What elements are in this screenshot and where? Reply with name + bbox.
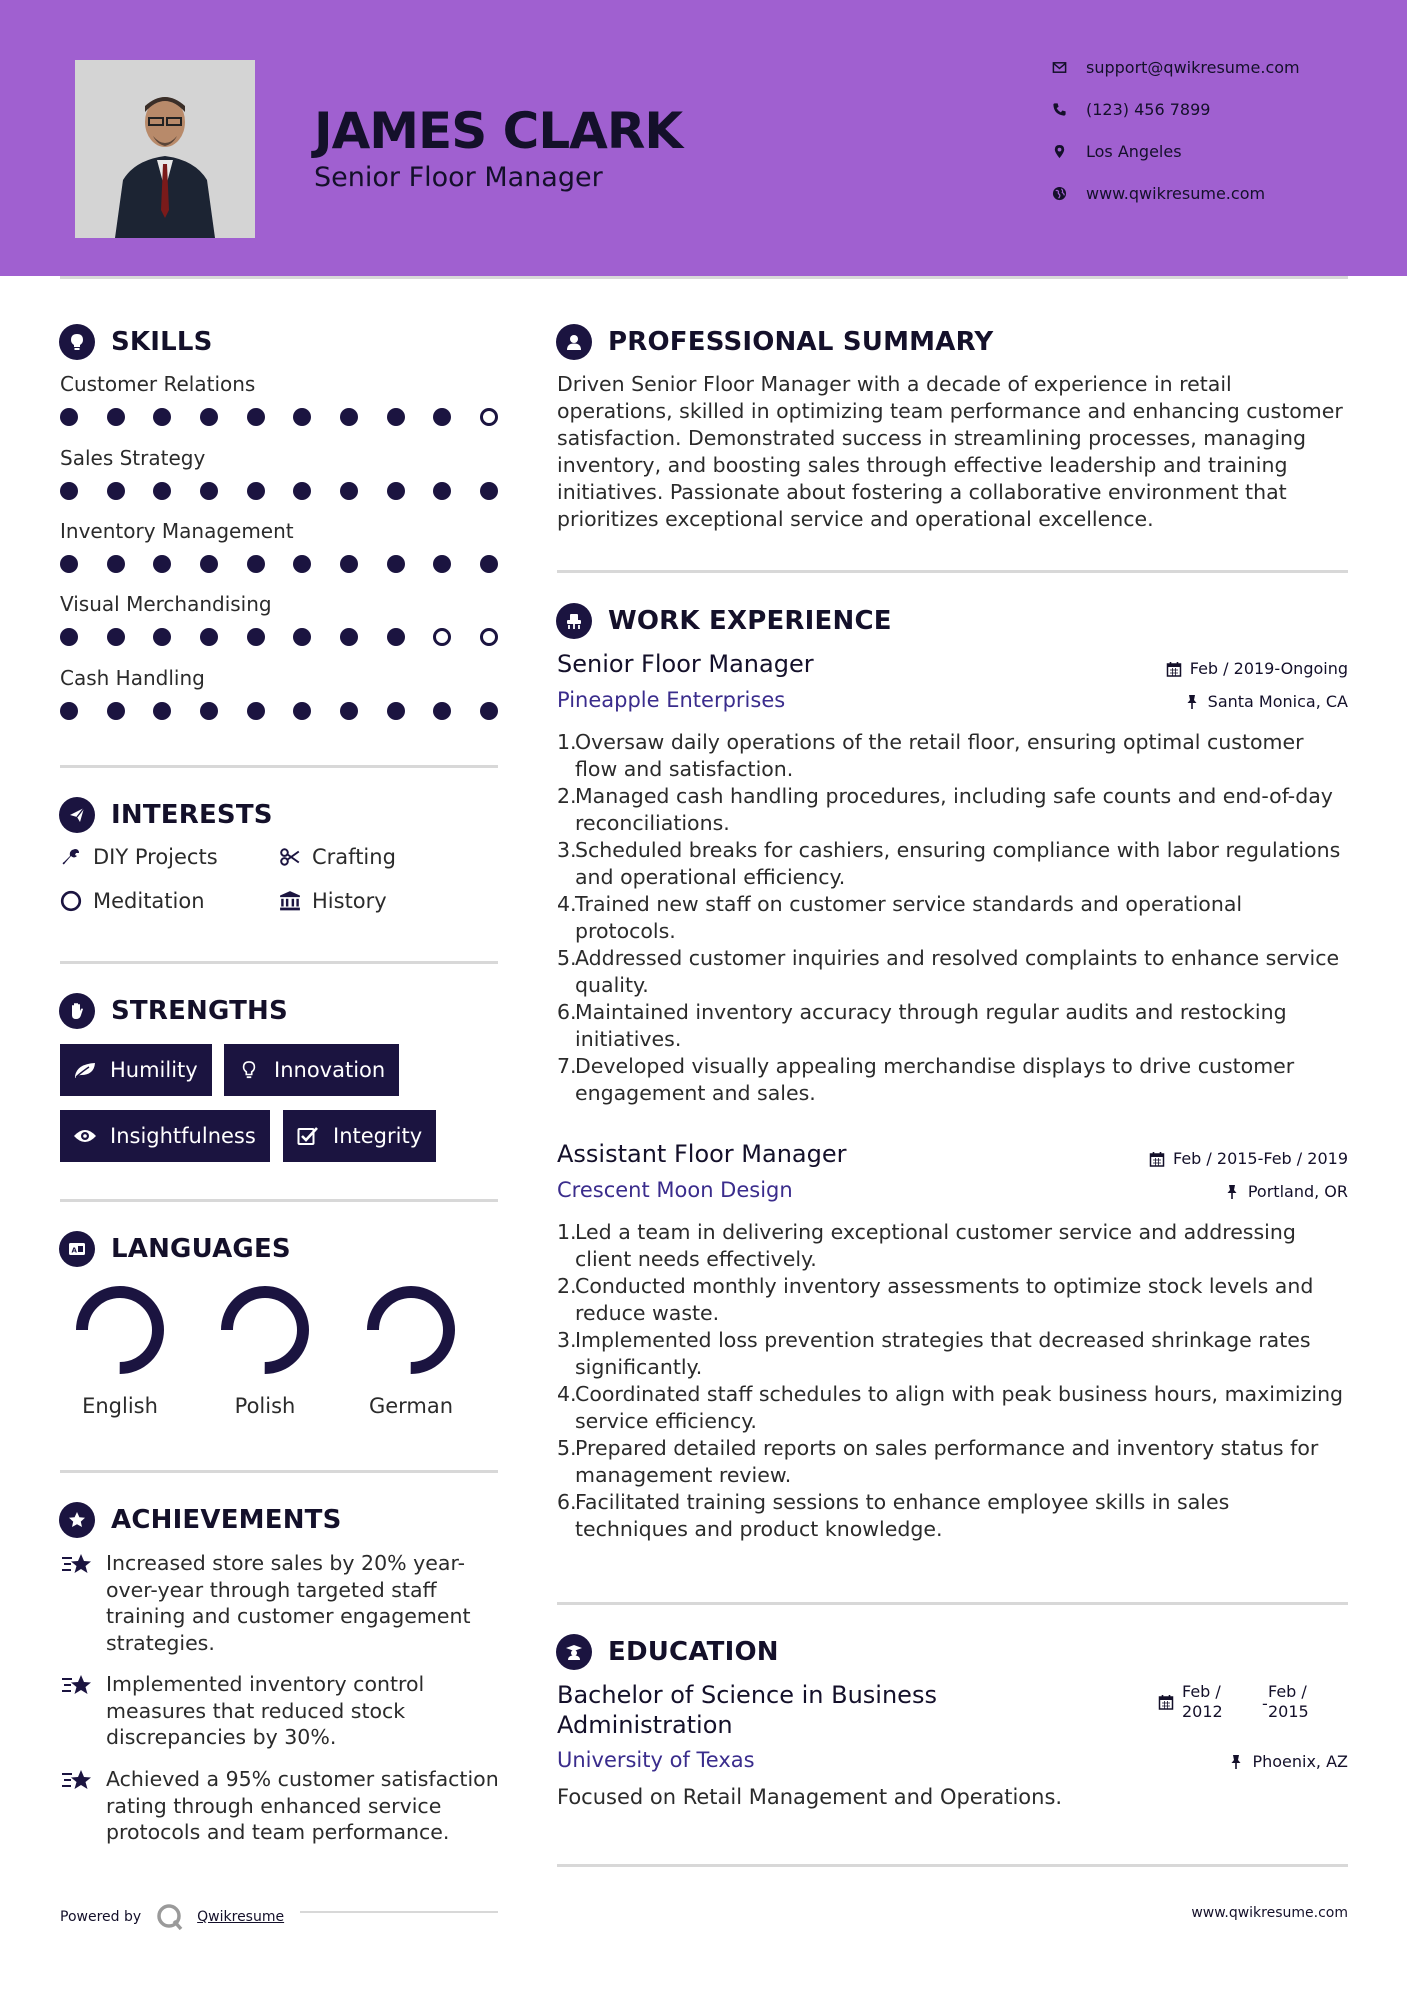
language-item	[60, 1282, 180, 1418]
contact-email-text: support@qwikresume.com	[1086, 58, 1300, 77]
language-level-arc	[227, 1292, 303, 1368]
skill-rating	[60, 702, 498, 720]
duty-text: Trained new staff on customer service standards and operational protocols.	[575, 892, 1243, 943]
skill-dot-filled	[387, 482, 405, 500]
duty-item	[557, 1053, 1347, 1107]
skill-dot-filled	[247, 628, 265, 646]
duty-item	[557, 783, 1347, 837]
education-end-date: Feb / 2015	[1268, 1682, 1309, 1721]
strength-label: Innovation	[274, 1058, 386, 1082]
education-school: University of Texas	[557, 1748, 755, 1772]
skill-dot-filled	[60, 408, 78, 426]
skill-dot-filled	[247, 702, 265, 720]
summary-heading	[556, 324, 993, 360]
duty-text: Facilitated training sessions to enhance employee skills in sales techniques and product knowledge.	[575, 1490, 1230, 1541]
achievement-item	[60, 1671, 500, 1751]
hand-icon	[59, 993, 95, 1029]
strength-tag	[224, 1044, 399, 1096]
lightbulb-icon	[236, 1059, 262, 1081]
star-badge-icon	[59, 1502, 95, 1538]
duty-item	[557, 999, 1347, 1053]
education-degree: Bachelor of Science in Business Administration	[557, 1681, 937, 1739]
interest-label: Meditation	[93, 889, 205, 913]
language-label: English	[82, 1394, 158, 1418]
job-location-text: Portland, OR	[1247, 1182, 1348, 1201]
education-description: Focused on Retail Management and Operations.	[557, 1785, 1063, 1809]
section-divider	[557, 1602, 1348, 1605]
duty-text: Implemented loss prevention strategies that decreased shrinkage rates significantly.	[575, 1328, 1311, 1379]
education-start-date	[1158, 1682, 1240, 1722]
skill-dot-filled	[293, 482, 311, 500]
skill-dot-filled	[387, 628, 405, 646]
skill-dot-filled	[60, 555, 78, 573]
skill-label: Visual Merchandising	[60, 592, 272, 616]
duty-text: Coordinated staff schedules to align with peak business hours, maximizing service efficiency.	[575, 1382, 1344, 1433]
skills-title: SKILLS	[111, 327, 213, 357]
job-date	[1166, 659, 1348, 678]
interest-item	[278, 889, 387, 913]
languages-heading	[59, 1231, 291, 1267]
briefcase-icon	[556, 603, 592, 639]
interest-label: Crafting	[312, 845, 396, 869]
education-heading	[556, 1634, 779, 1670]
candidate-role: Senior Floor Manager	[314, 162, 603, 193]
job-duties	[557, 1219, 1347, 1543]
profile-photo	[75, 60, 255, 238]
skill-dot-filled	[340, 482, 358, 500]
skill-dot-filled	[60, 702, 78, 720]
language-label: German	[368, 1394, 454, 1418]
achievement-item	[60, 1766, 500, 1846]
summary-text: Driven Senior Floor Manager with a decade of experience in retail operations, skilled in optimizing team performance and enhancing customer satisfaction. Demonstrated success in streamlining processes, managing inventory, and boosting sales through effective leadership and training initiatives. Passionate about fostering a collaborative environment that prioritizes exceptional service and operational excellence.	[557, 372, 1343, 531]
duty-item	[557, 1219, 1347, 1273]
duty-number: 4.	[557, 892, 577, 916]
language-level-ring	[363, 1282, 459, 1378]
skill-dot-filled	[293, 628, 311, 646]
experience-heading	[556, 603, 892, 639]
interests-heading	[59, 797, 273, 833]
strength-label: Integrity	[333, 1124, 423, 1148]
duty-number: 5.	[557, 946, 577, 970]
contact-website-text: www.qwikresume.com	[1086, 184, 1266, 203]
duty-number: 1.	[557, 1220, 577, 1244]
job-location-text: Santa Monica, CA	[1207, 692, 1348, 711]
skill-dot-filled	[387, 555, 405, 573]
section-divider	[60, 765, 498, 768]
eye-icon	[72, 1125, 98, 1147]
skill-dot-empty	[433, 628, 451, 646]
duty-item	[557, 945, 1347, 999]
contact-phone[interactable]	[1050, 100, 1210, 119]
lightbulb-icon	[59, 324, 95, 360]
job-company: Pineapple Enterprises	[557, 688, 786, 712]
skill-dot-filled	[433, 555, 451, 573]
skill-dot-filled	[107, 408, 125, 426]
duty-number: 3.	[557, 838, 577, 862]
language-level-arc	[373, 1292, 449, 1368]
skill-dot-filled	[340, 702, 358, 720]
leaf-icon	[72, 1059, 98, 1081]
section-divider	[60, 1470, 498, 1473]
skill-dot-filled	[107, 482, 125, 500]
user-icon	[556, 324, 592, 360]
job-company: Crescent Moon Design	[557, 1178, 793, 1202]
duty-number: 2.	[557, 1274, 577, 1298]
mail-icon	[1050, 59, 1068, 77]
duty-item	[557, 729, 1347, 783]
achievement-text: Implemented inventory control measures that reduced stock discrepancies by 30%.	[106, 1672, 425, 1749]
job-location	[1184, 692, 1348, 711]
contact-phone-text: (123) 456 7899	[1086, 100, 1211, 119]
language-level-ring	[72, 1282, 168, 1378]
achievement-item	[60, 1550, 500, 1656]
education-location-text: Phoenix, AZ	[1252, 1752, 1348, 1771]
strength-label: Humility	[110, 1058, 198, 1082]
duty-text: Managed cash handling procedures, including safe counts and end-of-day reconciliations.	[575, 784, 1333, 835]
skill-dot-filled	[480, 482, 498, 500]
duty-item	[557, 1435, 1347, 1489]
strengths-heading	[59, 993, 288, 1029]
duty-item	[557, 1273, 1347, 1327]
experience-title: WORK EXPERIENCE	[608, 606, 892, 636]
skill-label: Customer Relations	[60, 372, 256, 396]
powered-by	[60, 1902, 284, 1932]
duty-text: Conducted monthly inventory assessments to optimize stock levels and reduce waste.	[575, 1274, 1314, 1325]
strength-tag	[60, 1110, 270, 1162]
skill-dot-filled	[153, 628, 171, 646]
language-icon	[59, 1231, 95, 1267]
svg-text:A: A	[71, 1246, 77, 1255]
job-date-text: Feb / 2019-Ongoing	[1189, 659, 1348, 678]
job-location	[1224, 1182, 1348, 1201]
skill-dot-filled	[60, 482, 78, 500]
skill-dot-filled	[153, 555, 171, 573]
skill-dot-filled	[480, 555, 498, 573]
contact-email[interactable]	[1050, 58, 1300, 77]
job-date	[1149, 1149, 1348, 1168]
skill-dot-filled	[340, 555, 358, 573]
skill-dot-filled	[433, 482, 451, 500]
skill-dot-filled	[293, 702, 311, 720]
pin-icon	[1228, 1754, 1244, 1770]
pin-icon	[1224, 1184, 1240, 1200]
duty-number: 3.	[557, 1328, 577, 1352]
contact-location	[1050, 142, 1182, 161]
duty-item	[557, 891, 1347, 945]
qwikresume-logo-icon	[155, 1902, 185, 1932]
skill-dot-filled	[480, 702, 498, 720]
job-duties	[557, 729, 1347, 1107]
duty-number: 4.	[557, 1382, 577, 1406]
star-icon	[60, 1671, 94, 1701]
job-title: Senior Floor Manager	[557, 650, 814, 678]
education-title: EDUCATION	[608, 1637, 779, 1667]
resume-header	[0, 0, 1407, 276]
duty-text: Maintained inventory accuracy through regular audits and restocking initiatives.	[575, 1000, 1287, 1051]
skill-dot-filled	[340, 408, 358, 426]
skill-dot-empty	[480, 408, 498, 426]
powered-by-text: Powered by	[60, 1909, 142, 1925]
duty-text: Scheduled breaks for cashiers, ensuring compliance with labor regulations and operational efficiency.	[575, 838, 1341, 889]
duty-number: 6.	[557, 1000, 577, 1024]
skill-dot-filled	[153, 702, 171, 720]
duty-text: Prepared detailed reports on sales performance and inventory status for management review.	[575, 1436, 1319, 1487]
skill-dot-filled	[200, 628, 218, 646]
graduate-icon	[556, 1634, 592, 1670]
globe-icon	[1050, 185, 1068, 203]
interest-item	[59, 845, 218, 869]
language-level-arc	[82, 1292, 158, 1368]
calendar-icon	[1158, 1694, 1174, 1710]
section-divider	[60, 1199, 498, 1202]
calendar-icon	[1149, 1151, 1165, 1167]
skill-dot-filled	[247, 555, 265, 573]
footer-url[interactable]: www.qwikresume.com	[1191, 1905, 1348, 1921]
calendar-icon	[1166, 661, 1182, 677]
skill-dot-filled	[387, 702, 405, 720]
skill-dot-filled	[153, 482, 171, 500]
language-item	[205, 1282, 325, 1418]
strength-label: Insightfulness	[110, 1124, 256, 1148]
interest-label: History	[312, 889, 387, 913]
star-icon	[60, 1766, 94, 1796]
pin-icon	[1184, 694, 1200, 710]
skill-label: Sales Strategy	[60, 446, 206, 470]
bank-icon	[278, 889, 302, 913]
skills-heading	[59, 324, 213, 360]
paper-plane-icon	[59, 797, 95, 833]
powered-by-brand[interactable]: Qwikresume	[197, 1909, 285, 1925]
duty-item	[557, 1327, 1347, 1381]
circle-icon	[59, 889, 83, 913]
achievement-text: Increased store sales by 20% year-over-year through targeted staff training and customer engagement strategies.	[106, 1551, 471, 1655]
duty-text: Led a team in delivering exceptional customer service and addressing client needs effectively.	[575, 1220, 1296, 1271]
language-label: Polish	[234, 1394, 296, 1418]
skill-dot-filled	[200, 555, 218, 573]
skill-dot-filled	[107, 628, 125, 646]
duty-item	[557, 837, 1347, 891]
skill-dot-filled	[153, 408, 171, 426]
skill-label: Cash Handling	[60, 666, 205, 690]
language-level-ring	[217, 1282, 313, 1378]
education-location	[1228, 1752, 1348, 1771]
skill-rating	[60, 482, 498, 500]
interest-item	[278, 845, 396, 869]
education-start-text: Feb / 2012	[1182, 1682, 1223, 1721]
phone-icon	[1050, 101, 1068, 119]
job-date-text: Feb / 2015-Feb / 2019	[1173, 1149, 1348, 1168]
duty-number: 2.	[557, 784, 577, 808]
achievement-text: Achieved a 95% customer satisfaction rating through enhanced service protocols and team performance.	[106, 1767, 499, 1844]
summary-title: PROFESSIONAL SUMMARY	[608, 327, 994, 357]
section-divider	[60, 961, 498, 964]
duty-item	[557, 1381, 1347, 1435]
skill-rating	[60, 555, 498, 573]
skill-dot-filled	[433, 702, 451, 720]
strength-tag	[60, 1044, 212, 1096]
duty-text: Addressed customer inquiries and resolved complaints to enhance service quality.	[575, 946, 1340, 997]
wrench-icon	[59, 845, 83, 869]
skill-dot-filled	[387, 408, 405, 426]
skill-dot-filled	[200, 408, 218, 426]
achievements-heading	[59, 1502, 342, 1538]
skill-dot-filled	[293, 408, 311, 426]
skill-label: Inventory Management	[60, 519, 294, 543]
candidate-name: JAMES CLARK	[314, 102, 683, 160]
skill-dot-filled	[60, 628, 78, 646]
interest-item	[59, 889, 205, 913]
skill-dot-empty	[480, 628, 498, 646]
duty-number: 5.	[557, 1436, 577, 1460]
duty-number: 7.	[557, 1054, 577, 1078]
star-icon	[60, 1550, 94, 1580]
duty-text: Oversaw daily operations of the retail floor, ensuring optimal customer flow and satisfaction.	[575, 730, 1304, 781]
job-title: Assistant Floor Manager	[557, 1140, 847, 1168]
languages-title: LANGUAGES	[111, 1234, 291, 1264]
contact-location-text: Los Angeles	[1086, 142, 1182, 161]
achievements-title: ACHIEVEMENTS	[111, 1505, 342, 1535]
skill-dot-filled	[107, 702, 125, 720]
duty-number: 1.	[557, 730, 577, 754]
duty-item	[557, 1489, 1347, 1543]
strength-tag	[283, 1110, 436, 1162]
language-item	[351, 1282, 471, 1418]
date-separator: -	[1262, 1694, 1268, 1713]
header-divider	[60, 276, 1348, 279]
skill-rating	[60, 408, 498, 426]
duty-number: 6.	[557, 1490, 577, 1514]
check-square-icon	[295, 1125, 321, 1147]
section-divider	[557, 570, 1348, 573]
skill-dot-filled	[247, 408, 265, 426]
skill-dot-filled	[107, 555, 125, 573]
skill-dot-filled	[340, 628, 358, 646]
interests-title: INTERESTS	[111, 800, 273, 830]
contact-website[interactable]	[1050, 184, 1265, 203]
skill-dot-filled	[247, 482, 265, 500]
skill-dot-filled	[200, 482, 218, 500]
skill-dot-filled	[293, 555, 311, 573]
skill-rating	[60, 628, 498, 646]
duty-text: Developed visually appealing merchandise displays to drive customer engagement and sales.	[575, 1054, 1295, 1105]
skill-dot-filled	[200, 702, 218, 720]
footer-divider	[300, 1911, 498, 1913]
scissors-icon	[278, 845, 302, 869]
location-pin-icon	[1050, 143, 1068, 161]
skill-dot-filled	[433, 408, 451, 426]
strengths-title: STRENGTHS	[111, 996, 288, 1026]
section-divider	[557, 1864, 1348, 1867]
interest-label: DIY Projects	[93, 845, 218, 869]
